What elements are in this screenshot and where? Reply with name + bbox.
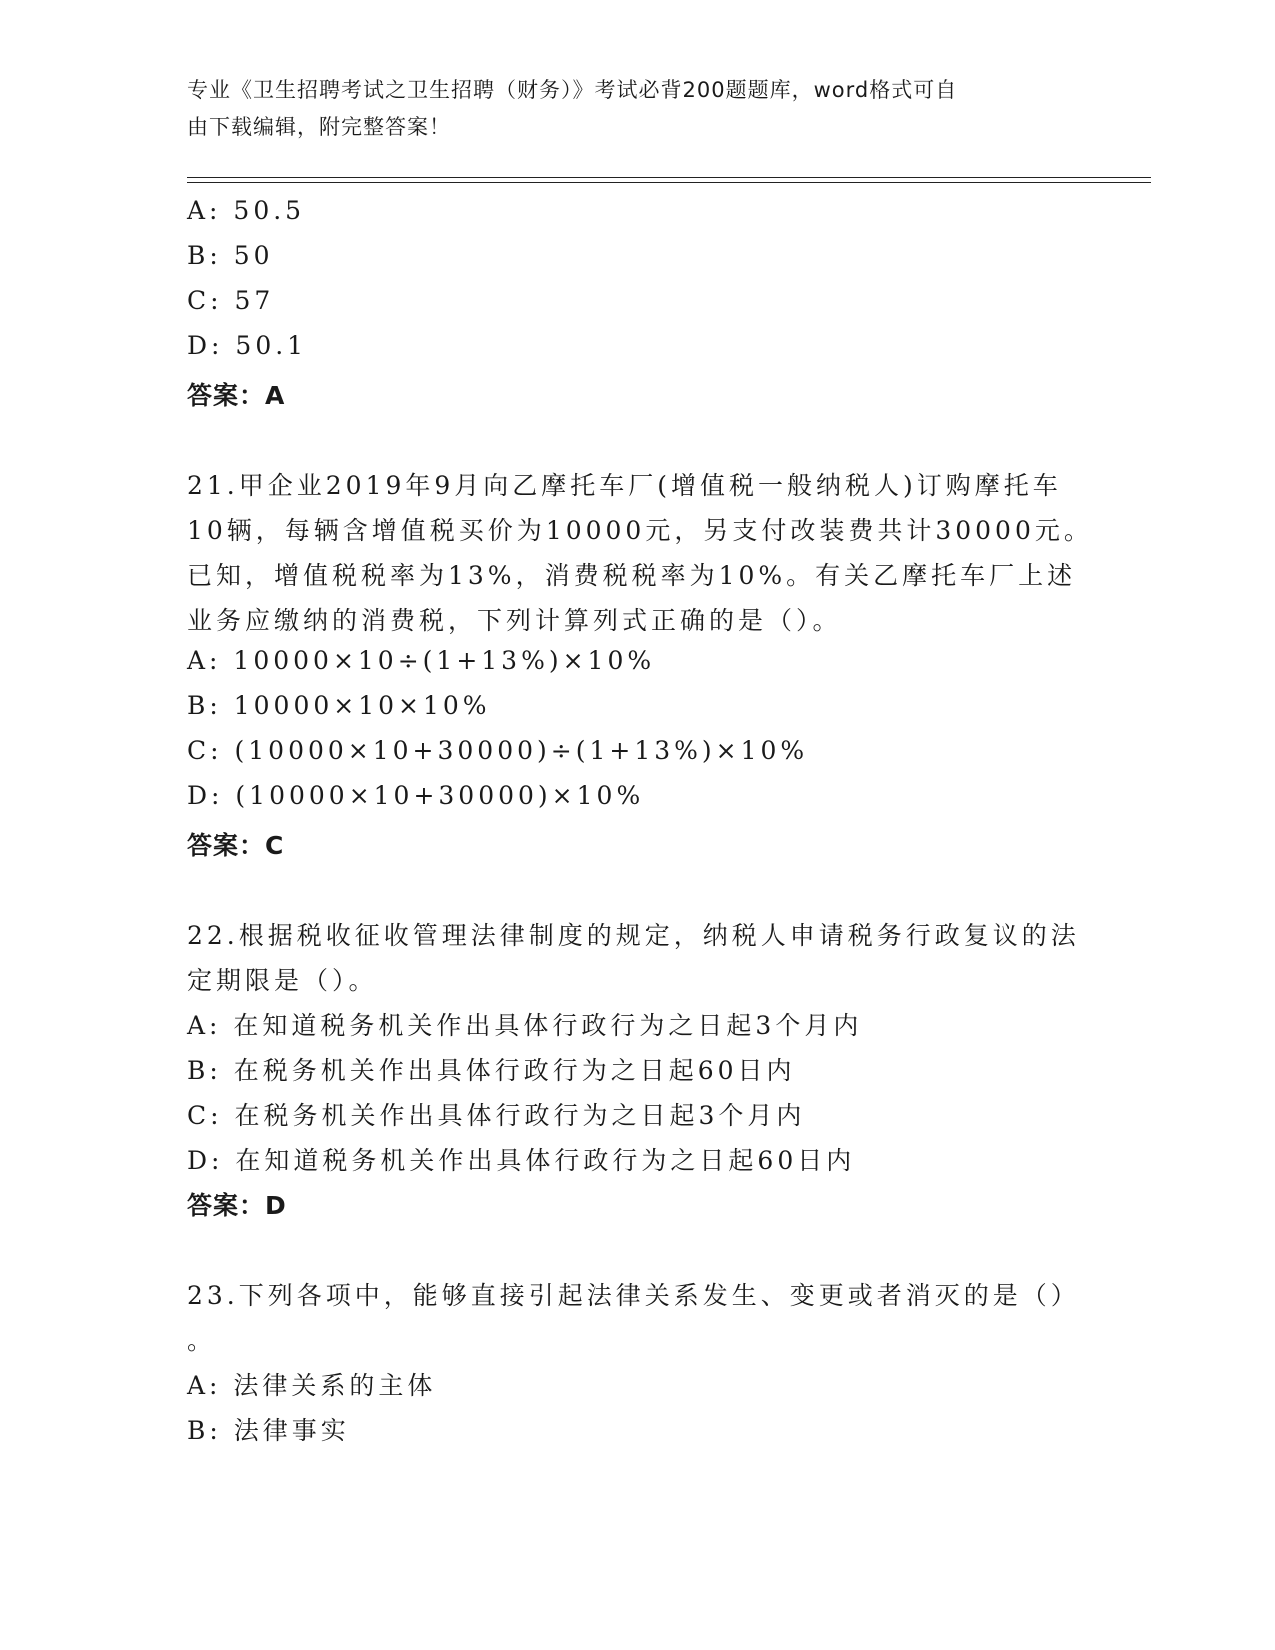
q21-stem-line-1: 21.甲企业2019年9月向乙摩托车厂(增值税一般纳税人)订购摩托车	[187, 471, 1062, 500]
q23-stem-line-1: 23.下列各项中，能够直接引起法律关系发生、变更或者消灭的是（）	[187, 1281, 1080, 1310]
q20-option-c: C: 57	[187, 286, 275, 315]
q21-option-d: D: (10000×10+30000)×10%	[187, 781, 645, 810]
q21-stem-line-3: 已知，增值税税率为13%，消费税税率为10%。有关乙摩托车厂上述	[187, 561, 1077, 590]
q21-option-a: A: 10000×10÷(1+13%)×10%	[187, 646, 656, 675]
q22-option-b: B: 在税务机关作出具体行政行为之日起60日内	[187, 1056, 796, 1085]
q22-option-c: C: 在税务机关作出具体行政行为之日起3个月内	[187, 1101, 806, 1130]
q20-answer: 答案：A	[187, 381, 286, 410]
q20-option-b: B: 50	[187, 241, 274, 270]
document-header	[187, 72, 1087, 146]
header-divider-top	[187, 177, 1151, 178]
q23-stem-line-2: 。	[187, 1326, 217, 1355]
header-line-2: 由下载编辑，附完整答案！	[187, 115, 451, 139]
q21-option-c: C: (10000×10+30000)÷(1+13%)×10%	[187, 736, 809, 765]
q21-stem-line-4: 业务应缴纳的消费税，下列计算列式正确的是（）。	[187, 606, 842, 635]
q21-option-b: B: 10000×10×10%	[187, 691, 491, 720]
q22-option-a: A: 在知道税务机关作出具体行政行为之日起3个月内	[187, 1011, 863, 1040]
q22-option-d: D: 在知道税务机关作出具体行政行为之日起60日内	[187, 1146, 856, 1175]
q22-stem-line-1: 22.根据税收征收管理法律制度的规定，纳税人申请税务行政复议的法	[187, 921, 1080, 950]
header-divider-bottom	[187, 182, 1151, 183]
q21-answer: 答案：C	[187, 831, 285, 860]
q20-option-d: D: 50.1	[187, 331, 308, 360]
q20-option-a: A: 50.5	[187, 196, 306, 225]
q21-stem-line-2: 10辆，每辆含增值税买价为10000元，另支付改装费共计30000元。	[187, 516, 1093, 545]
q22-stem-line-2: 定期限是（）。	[187, 966, 378, 995]
q23-option-b: B: 法律事实	[187, 1416, 350, 1445]
q22-answer: 答案：D	[187, 1191, 287, 1220]
header-line-1: 专业《卫生招聘考试之卫生招聘（财务）》考试必背200题题库，word格式可自	[187, 78, 958, 102]
q23-option-a: A: 法律关系的主体	[187, 1371, 437, 1400]
